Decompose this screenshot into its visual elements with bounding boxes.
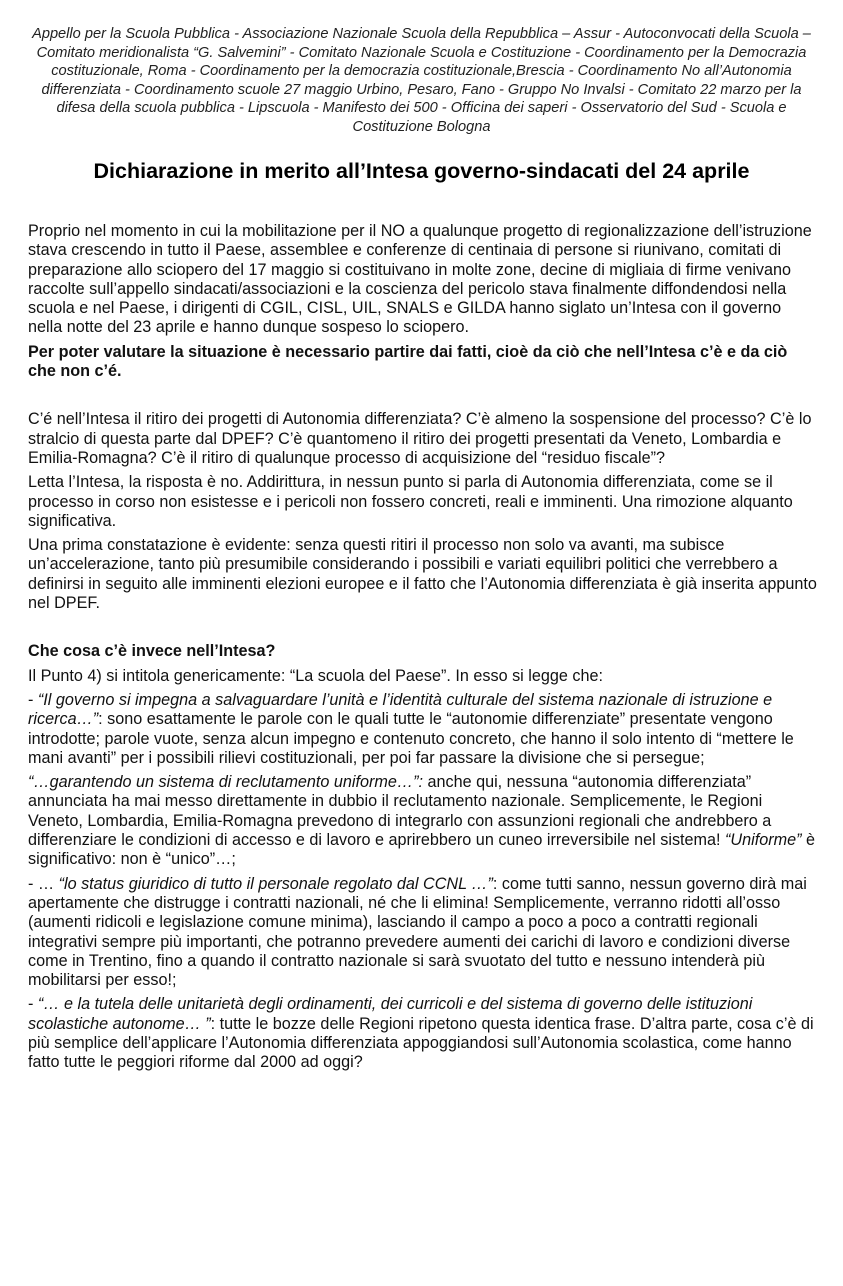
signatories-header: Appello per la Scuola Pubblica - Associazione Nazionale Scuola della Repubblica – Assur - Autoconvocati della Scuola – Comitato meridionalista “G. Salvemini” - Comitato Nazionale Scuola e Costituzione - Coordinamento per la Democrazia costituzionale, Roma - Coordinamento per la democrazia costituzionale,Brescia - Coordinamento No all’Autonomia differenziata - Coordinamento scuole 27 maggio Urbino, Pesaro, Fano - Gruppo No Invalsi - Comitato 22 marzo per la difesa della scuola pubblica - Lipscuola - Manifesto dei 500 - Officina dei saperi - Osservatorio del Sud - Scuola e Costituzione Bologna [32, 26, 811, 135]
section-intro: Il Punto 4) si intitola genericamente: “La scuola del Paese”. In esso si legge che: [28, 666, 603, 685]
item-prefix: - [28, 690, 38, 709]
item-text: : come tutti sanno, nessun governo dirà mai apertamente che distrugge i contratti nazionali, né che li elimina! Semplicemente, verranno ridotti all’osso (aumenti ridicoli e legislazione comune minima), lasciando il campo a poco a poco a contratti regionali integrativi sempre più importanti, che potranno prevedere aumenti dei carichi di lavoro e condizioni diverse come in Trentino, fino a quando il contratto nazionale si sarà svuotato del tutto e nessuno intenderà più mobilitarsi per esso!; [28, 874, 807, 990]
quote-item [28, 773, 818, 869]
answer-paragraph: Letta l’Intesa, la risposta è no. Addirittura, in nessun punto si parla di Autonomia differenziata, come se il processo in corso non esistesse e i pericoli non fossero concreti, reali e imminenti. Una rimozione alquanto significativa. [28, 473, 793, 530]
intro-bold-statement: Per poter valutare la situazione è necessario partire dai fatti, cioè da ciò che nell’Intesa c’è e da ciò che non c’é. [28, 342, 788, 381]
spacer [28, 618, 818, 642]
document-body [28, 222, 818, 1078]
item-quote: “lo status giuridico di tutto il personale regolato dal CCNL …” [58, 874, 493, 893]
spacer [28, 386, 818, 410]
quote-item [28, 995, 818, 1072]
item-text: anche qui, nessuna “autonomia differenziata” annunciata ha mai messo direttamente in dubbio il reclutamento nazionale. Semplicemente, le Regioni Veneto, Lombardia, Emilia-Romagna prevedono di integrarlo con assunzioni regionali che andrebbero a differenziare le condizioni di accesso e di lavoro e aprirebbero un cuneo irreversibile nel sistema! [28, 773, 772, 850]
item-quote: “Uniforme” [725, 831, 802, 850]
item-quote: “… e la tutela delle unitarietà degli ordinamenti, dei curricoli e del sistema di governo delle istituzioni scolastiche autonome… ” [28, 995, 753, 1033]
item-quote: “Il governo si impegna a salvaguardare l’unità e l’identità culturale del sistema nazionale di istruzione e ricerca…” [28, 690, 773, 729]
item-text: è significativo: non è “unico”…; [28, 831, 816, 869]
item-prefix: - … [28, 874, 59, 893]
observation-paragraph: Una prima constatazione è evidente: senza questi ritiri il processo non solo va avanti, ma subisce un’accelerazione, tanto più presumibile considerando i possibili e variati equilibri politici che verrebbero a definirsi in seguito alle imminenti elezioni europee e il fatto che l’Autonomia differenziata è già inserita appunto nel DPEF. [28, 536, 817, 613]
quote-item [28, 875, 818, 991]
intro-paragraph: Proprio nel momento in cui la mobilitazione per il NO a qualunque progetto di regionalizzazione dell’istruzione stava crescendo in tutto il Paese, assemblee e conferenze di centinaia di persone si riunivano, comitati di preparazione allo sciopero del 17 maggio si costituivano in molte zone, decine di migliaia di firme venivano raccolte sull’appello sindacati/associazioni e la coscienza del pericolo stava finalmente diffondendosi nella scuola e nel Paese, i dirigenti di CGIL, CISL, UIL, SNALS e GILDA hanno siglato un’Intesa con il governo nella notte del 23 aprile e hanno dunque sospeso lo sciopero. [28, 222, 812, 337]
item-quote: “…garantendo un sistema di reclutamento uniforme…”: [28, 773, 423, 792]
document-title: Dichiarazione in merito all’Intesa governo-sindacati del 24 aprile [93, 159, 750, 183]
section-heading: Che cosa c’è invece nell’Intesa? [28, 642, 276, 661]
item-text: : tutte le bozze delle Regioni ripetono questa identica frase. D’altra parte, cosa c’è di più semplice dell’applicare l’Autonomia differenziata appoggiandosi sull’Autonomia scolastica, come hanno fatto tutte le peggiori riforme dal 2000 ad oggi? [28, 1014, 814, 1072]
item-prefix: - [28, 995, 38, 1014]
questions-paragraph: C’é nell’Intesa il ritiro dei progetti di Autonomia differenziata? C’è almeno la sospensione del processo? C’è lo stralcio di questa parte dal DPEF? C’è quantomeno il ritiro dei progetti presentati da Veneto, Lombardia e Emilia-Romagna? C’è il ritiro di qualunque processo di acquisizione del “residuo fiscale”? [28, 410, 812, 467]
item-text: : sono esattamente le parole con le quali tutte le “autonomie differenziate” presentate vengono introdotte; parole vuote, senza alcun impegno e contenuto concreto, che hanno il solo intento di “mettere le mani avanti” per i possibili rilievi costituzionali, per poi far passare la divisione che si persegue; [28, 710, 794, 767]
quote-item [28, 691, 818, 768]
